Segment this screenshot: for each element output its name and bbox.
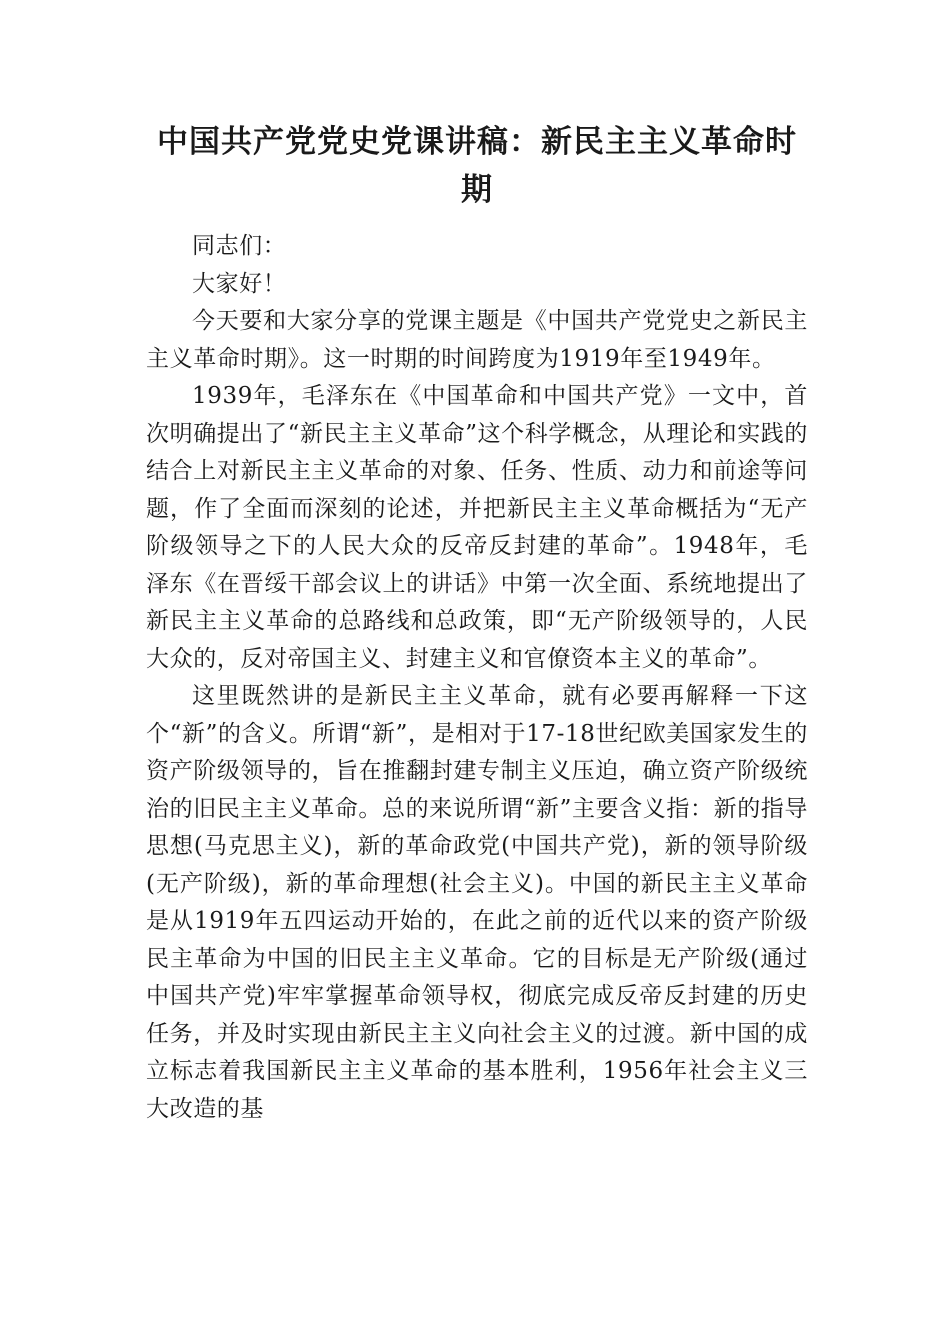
paragraph-meaning-of-new: 这里既然讲的是新民主主义革命，就有必要再解释一下这个“新”的含义。所谓“新”，是相对于17-18世纪欧美国家发生的资产阶级领导的，旨在推翻封建专制主义压迫，确立资产阶级统治的旧民主主义革命。总的来说所谓“新”主要含义指：新的指导思想(马克思主义)，新的革命政党(中国共产党)，新的领导阶级(无产阶级)，新的革命理想(社会主义)。中国的新民主主义革命是从1919年五四运动开始的，在此之前的近代以来的资产阶级民主革命为中国的旧民主主义革命。它的目标是无产阶级(通过中国共产党)牢牢掌握革命领导权，彻底完成反帝反封建的历史任务，并及时实现由新民主主义向社会主义的过渡。新中国的成立标志着我国新民主主义革命的基本胜利，1956年社会主义三大改造的基 bbox=[146, 683, 808, 1122]
paragraph-hello: 大家好！ bbox=[192, 270, 287, 297]
paragraph-greeting: 同志们： bbox=[192, 233, 287, 259]
document-page bbox=[146, 118, 808, 1128]
document-title: 中国共产党党史党课讲稿：新民主主义革命时期 bbox=[157, 124, 797, 208]
paragraph-topic: 今天要和大家分享的党课主题是《中国共产党党史之新民主主义革命时期》。这一时期的时间跨度为1919年至1949年。 bbox=[146, 308, 808, 372]
paragraph-1939: 1939年，毛泽东在《中国革命和中国共产党》一文中，首次明确提出了“新民主主义革命”这个科学概念，从理论和实践的结合上对新民主主义革命的对象、任务、性质、动力和前途等问题，作了全面而深刻的论述，并把新民主主义革命概括为“无产阶级领导之下的人民大众的反帝反封建的革命”。1948年，毛泽东《在晋绥干部会议上的讲话》中第一次全面、系统地提出了新民主主义革命的总路线和总政策，即“无产阶级领导的，人民大众的，反对帝国主义、封建主义和官僚资本主义的革命”。 bbox=[146, 383, 808, 672]
